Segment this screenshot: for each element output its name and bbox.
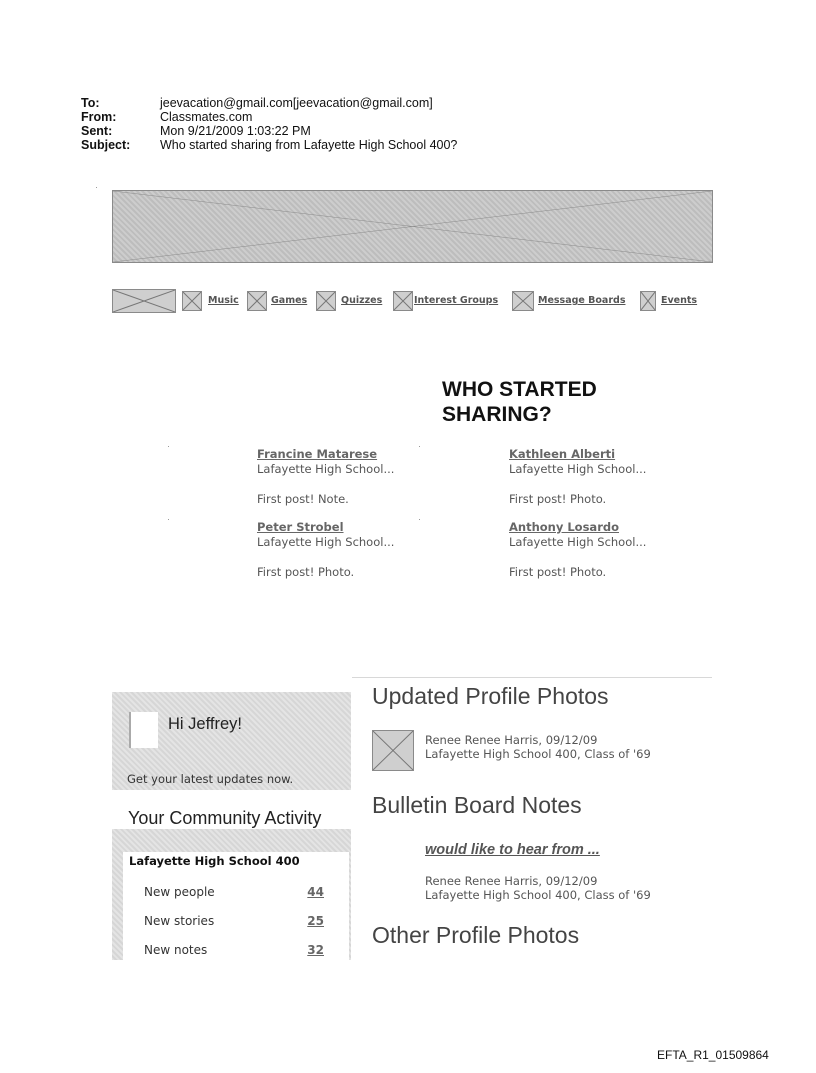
poster-name-link[interactable]: Anthony Losardo bbox=[509, 520, 619, 534]
nav-link-message-boards[interactable]: Message Boards bbox=[538, 295, 626, 306]
sent-value: Mon 9/21/2009 1:03:22 PM bbox=[160, 124, 311, 138]
activity-row bbox=[144, 943, 324, 957]
subject-label: Subject: bbox=[81, 138, 131, 152]
banner-image-placeholder bbox=[112, 190, 713, 263]
activity-row bbox=[144, 914, 324, 928]
poster-name-link[interactable]: Peter Strobel bbox=[257, 520, 344, 534]
post-text: First post! Photo. bbox=[509, 492, 607, 506]
community-school: Lafayette High School 400 bbox=[129, 854, 300, 868]
photo-caption bbox=[425, 733, 651, 761]
avatar[interactable] bbox=[129, 712, 158, 748]
message-boards-icon[interactable] bbox=[512, 291, 534, 311]
speck bbox=[419, 446, 420, 447]
subject-value: Who started sharing from Lafayette High School 400? bbox=[160, 138, 458, 152]
bulletin-title: Bulletin Board Notes bbox=[372, 792, 582, 818]
bulletin-caption bbox=[425, 874, 651, 902]
section-divider bbox=[352, 677, 712, 678]
post-text: First post! Photo. bbox=[509, 565, 607, 579]
broken-image-icon bbox=[113, 290, 175, 312]
bulletin-caption-line2: Lafayette High School 400, Class of '69 bbox=[425, 888, 651, 902]
to-value: jeevacation@gmail.com[jeevacation@gmail.com] bbox=[160, 96, 433, 110]
speck bbox=[96, 187, 97, 188]
activity-row bbox=[144, 885, 324, 899]
from-value: Classmates.com bbox=[160, 110, 253, 124]
broken-image-icon bbox=[113, 191, 712, 262]
share-post bbox=[257, 520, 394, 580]
email-header bbox=[81, 96, 457, 152]
poster-school: Lafayette High School... bbox=[509, 535, 647, 549]
activity-count-link[interactable]: 25 bbox=[307, 914, 324, 928]
sent-label: Sent: bbox=[81, 124, 113, 138]
greeting-panel bbox=[112, 692, 351, 790]
other-photos-title: Other Profile Photos bbox=[372, 922, 580, 948]
poster-name-link[interactable]: Francine Matarese bbox=[257, 447, 378, 461]
nav-link-games[interactable]: Games bbox=[271, 295, 308, 306]
poster-name-link[interactable]: Kathleen Alberti bbox=[509, 447, 616, 461]
community-activity-panel bbox=[112, 829, 351, 960]
greeting-subtext: Get your latest updates now. bbox=[127, 772, 294, 786]
community-title: Your Community Activity bbox=[128, 808, 322, 828]
interest-groups-icon[interactable] bbox=[393, 291, 413, 311]
from-label: From: bbox=[81, 110, 117, 124]
speck bbox=[168, 519, 169, 520]
bulletin-caption-line1: Renee Renee Harris, 09/12/09 bbox=[425, 874, 598, 888]
activity-label: New notes bbox=[144, 943, 208, 957]
poster-school: Lafayette High School... bbox=[509, 462, 647, 476]
events-icon[interactable] bbox=[640, 291, 656, 311]
greeting-text: Hi Jeffrey! bbox=[168, 715, 242, 733]
activity-label: New people bbox=[144, 885, 215, 899]
music-icon[interactable] bbox=[182, 291, 202, 311]
speck bbox=[419, 519, 420, 520]
poster-school: Lafayette High School... bbox=[257, 535, 395, 549]
logo-placeholder[interactable] bbox=[112, 289, 176, 313]
nav-link-music[interactable]: Music bbox=[208, 295, 239, 306]
bulletin-note-link[interactable]: would like to hear from ... bbox=[425, 842, 600, 858]
nav-link-interest-groups[interactable]: Interest Groups bbox=[414, 295, 499, 306]
profile-photo-placeholder[interactable] bbox=[372, 730, 414, 771]
activity-count-link[interactable]: 32 bbox=[307, 943, 324, 957]
activity-label: New stories bbox=[144, 914, 215, 928]
broken-image-icon bbox=[373, 731, 413, 770]
activity-count-link[interactable]: 44 bbox=[307, 885, 324, 899]
share-post bbox=[257, 447, 394, 507]
post-text: First post! Note. bbox=[257, 492, 349, 506]
share-post bbox=[509, 447, 646, 507]
photo-caption-line1: Renee Renee Harris, 09/12/09 bbox=[425, 733, 598, 747]
share-post bbox=[509, 520, 646, 580]
post-text: First post! Photo. bbox=[257, 565, 355, 579]
sharing-title: WHO STARTED SHARING? bbox=[442, 378, 597, 426]
games-icon[interactable] bbox=[247, 291, 267, 311]
speck bbox=[168, 446, 169, 447]
poster-school: Lafayette High School... bbox=[257, 462, 395, 476]
nav-link-quizzes[interactable]: Quizzes bbox=[341, 295, 383, 306]
nav-link-events[interactable]: Events bbox=[661, 295, 698, 306]
photo-caption-line2: Lafayette High School 400, Class of '69 bbox=[425, 747, 651, 761]
to-label: To: bbox=[81, 96, 100, 110]
updated-photos-title: Updated Profile Photos bbox=[372, 683, 609, 709]
quizzes-icon[interactable] bbox=[316, 291, 336, 311]
document-id: EFTA_R1_01509864 bbox=[657, 1048, 769, 1062]
